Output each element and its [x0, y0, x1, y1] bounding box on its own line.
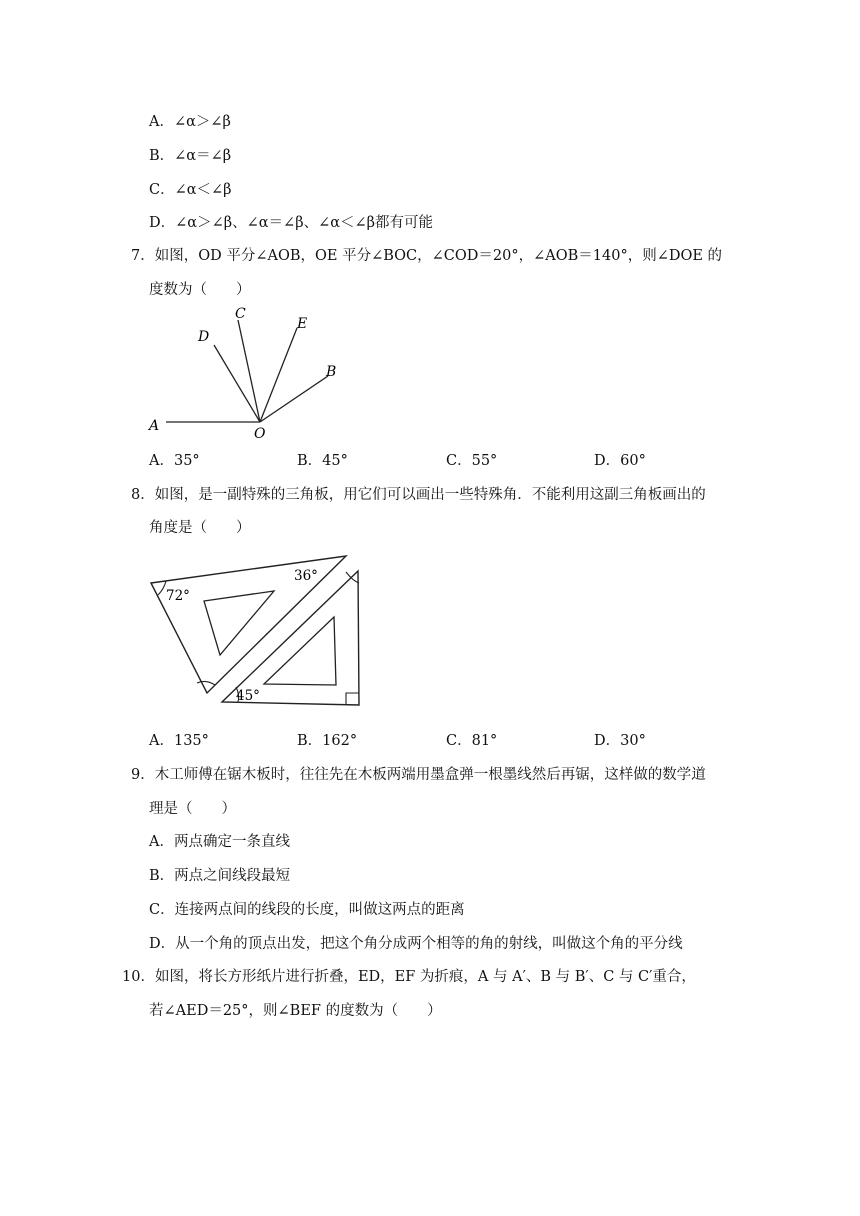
right-angle-mark [346, 693, 359, 705]
label-o: O [254, 426, 266, 442]
q8-option-d: D．30° [594, 733, 646, 749]
q7-angle-figure [140, 300, 360, 445]
q8-option-b: B．162° [297, 733, 358, 749]
label-72-degrees: 72° [166, 588, 190, 604]
q9-option-b: B．两点之间线段最短 [149, 868, 291, 884]
q8-option-c: C．81° [446, 733, 498, 749]
q7-stem-line2: 度数为（ ） [149, 282, 251, 298]
q8-triangle-set-figure [140, 545, 370, 715]
ray-oc [238, 320, 260, 422]
label-a: A [149, 418, 160, 434]
q8-stem-line1: 8．如图，是一副特殊的三角板，用它们可以画出一些特殊角．不能利用这副三角板画出的 [131, 487, 706, 503]
q7-option-a: A．35° [149, 453, 200, 469]
arc-bottom-left [197, 681, 215, 685]
label-45-degrees: 45° [236, 688, 260, 704]
q6-option-b: B．∠α＝∠β [149, 148, 232, 164]
q7-option-d: D．60° [594, 453, 646, 469]
label-c: C [235, 306, 246, 322]
ray-ob [260, 376, 328, 422]
q8-stem-line2: 角度是（ ） [149, 520, 251, 536]
ray-oe [260, 328, 297, 422]
label-36-degrees: 36° [294, 568, 318, 584]
q7-option-b: B．45° [297, 453, 348, 469]
ruler-72-36-inner [204, 591, 274, 655]
label-d: D [198, 329, 210, 345]
q9-option-a: A．两点确定一条直线 [149, 834, 290, 850]
label-e: E [297, 316, 308, 332]
q8-option-a: A．135° [149, 733, 209, 749]
arc-72 [158, 581, 166, 595]
ray-od [214, 345, 260, 422]
q9-stem-line1: 9．木工师傅在锯木板时，往往先在木板两端用墨盒弹一根墨线然后再锯，这样做的数学道 [131, 767, 706, 783]
q10-stem-line2: 若∠AED＝25°，则∠BEF 的度数为（ ） [149, 1003, 442, 1019]
q9-option-c: C．连接两点间的线段的长度，叫做这两点的距离 [149, 902, 465, 918]
q7-option-c: C．55° [446, 453, 498, 469]
q9-stem-line2: 理是（ ） [149, 801, 236, 817]
q6-option-a: A．∠α＞∠β [149, 114, 231, 130]
q9-option-d: D．从一个角的顶点出发，把这个角分成两个相等的角的射线，叫做这个角的平分线 [149, 936, 683, 952]
q6-option-c: C．∠α＜∠β [149, 182, 232, 198]
q10-stem-line1: 10．如图，将长方形纸片进行折叠，ED，EF 为折痕，A 与 A′、B 与 B′、C 与 C′重合， [122, 969, 696, 985]
q7-stem-line1: 7．如图，OD 平分∠AOB，OE 平分∠BOC，∠COD＝20°，∠AOB＝140°，则∠DOE 的 [131, 248, 723, 264]
label-b: B [326, 364, 337, 380]
q6-option-d: D．∠α＞∠β、∠α＝∠β、∠α＜∠β都有可能 [149, 215, 434, 231]
